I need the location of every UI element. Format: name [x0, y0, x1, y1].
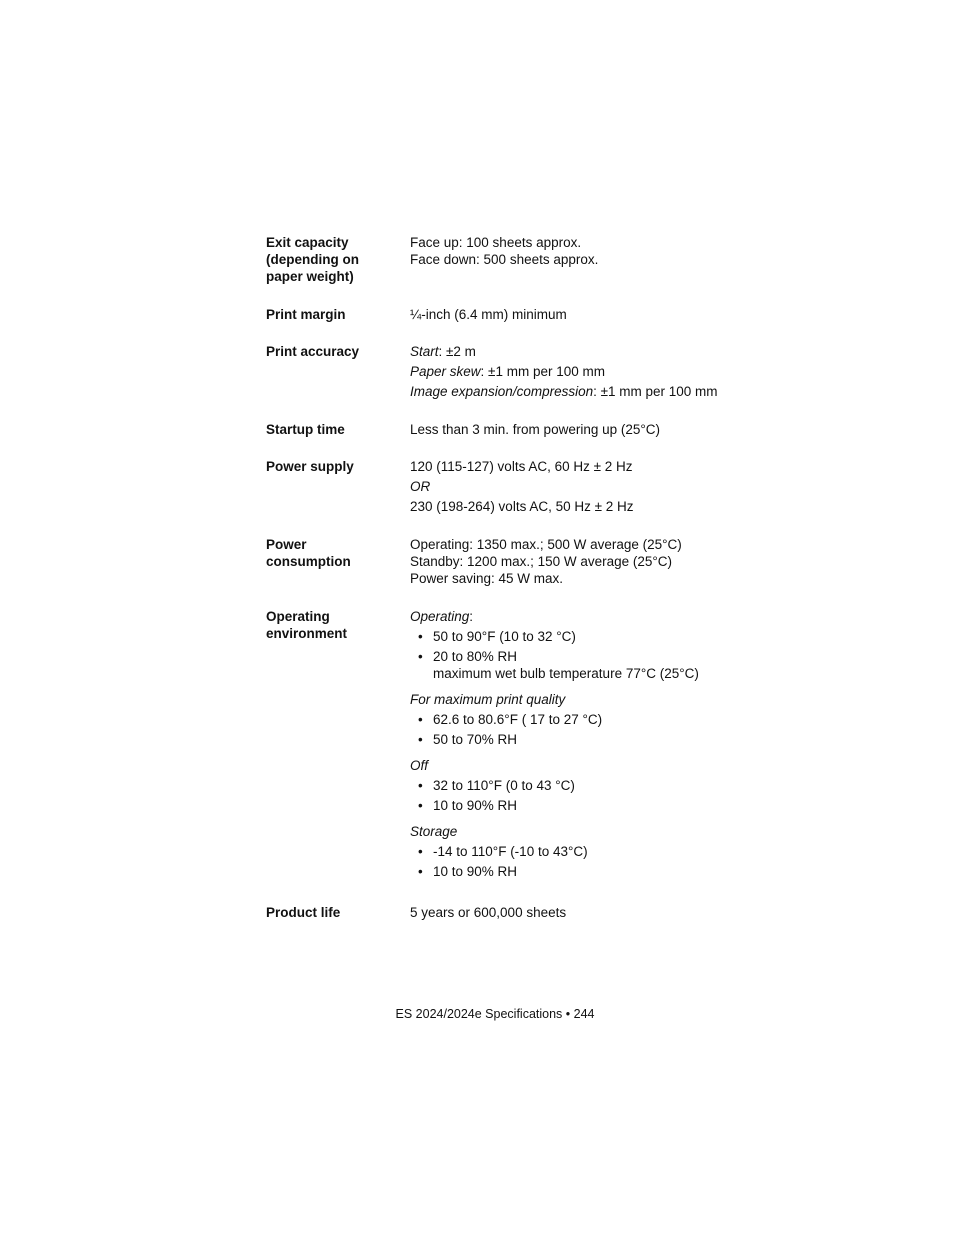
list-item: • 62.6 to 80.6°F ( 17 to 27 °C)	[410, 711, 770, 728]
spec-value	[410, 234, 770, 268]
subheading-text: Operating	[410, 609, 470, 624]
value-line: OR	[410, 479, 431, 494]
value-line: Power saving: 45 W max.	[410, 571, 564, 586]
spec-label: Power supply	[266, 459, 354, 474]
subheading-colon: :	[469, 609, 474, 624]
value-line: Standby: 1200 max.; 150 W average (25°C)	[410, 554, 673, 569]
label-line: environment	[266, 626, 348, 641]
subheading-operating	[410, 608, 770, 625]
accuracy-item	[410, 383, 770, 400]
label-line: consumption	[266, 554, 351, 569]
spec-label	[266, 536, 401, 570]
spec-value: ¼-inch (6.4 mm) minimum	[410, 307, 567, 322]
label-line: (depending on	[266, 252, 359, 267]
spec-value	[410, 608, 770, 880]
accuracy-term: Image expansion/compression	[410, 384, 594, 399]
label-line: paper weight)	[266, 269, 354, 284]
value-line: Face down: 500 sheets approx.	[410, 252, 599, 267]
list-item: • 20 to 80% RH	[410, 648, 770, 665]
spec-value	[410, 536, 770, 587]
spec-value	[410, 458, 770, 515]
spec-value	[410, 343, 770, 400]
label-line: Operating	[266, 609, 330, 624]
list-item: • 10 to 90% RH	[410, 797, 770, 814]
value-line: 120 (115-127) volts AC, 60 Hz ± 2 Hz	[410, 459, 633, 474]
list-item: • -14 to 110°F (-10 to 43°C)	[410, 843, 770, 860]
spec-label: Print accuracy	[266, 344, 360, 359]
subheading-off: Off	[410, 758, 429, 773]
list-item: • 32 to 110°F (0 to 43 °C)	[410, 777, 770, 794]
accuracy-term: Start	[410, 344, 439, 359]
value-line: 230 (198-264) volts AC, 50 Hz ± 2 Hz	[410, 499, 634, 514]
list-item: • 10 to 90% RH	[410, 863, 770, 880]
accuracy-value: : ±1 mm per 100 mm	[480, 364, 605, 379]
subheading-print-quality: For maximum print quality	[410, 692, 566, 707]
subheading-storage: Storage	[410, 824, 458, 839]
accuracy-value: : ±2 m	[438, 344, 476, 359]
list-item-note: maximum wet bulb temperature 77°C (25°C)	[433, 666, 699, 681]
spec-label: Startup time	[266, 422, 345, 437]
spec-value: 5 years or 600,000 sheets	[410, 905, 567, 920]
spec-label: Print margin	[266, 307, 346, 322]
label-line: Exit capacity	[266, 235, 349, 250]
list-item: • 50 to 70% RH	[410, 731, 770, 748]
spec-label	[266, 608, 401, 642]
page-footer: ES 2024/2024e Specifications • 244	[395, 1007, 595, 1021]
accuracy-term: Paper skew	[410, 364, 481, 379]
list-item: • 50 to 90°F (10 to 32 °C)	[410, 628, 770, 645]
spec-label	[266, 234, 401, 285]
accuracy-value: : ±1 mm per 100 mm	[593, 384, 718, 399]
spec-label: Product life	[266, 905, 341, 920]
value-line: Face up: 100 sheets approx.	[410, 235, 582, 250]
spec-value: Less than 3 min. from powering up (25°C)	[410, 422, 661, 437]
value-line: Operating: 1350 max.; 500 W average (25°C)	[410, 537, 682, 552]
accuracy-item	[410, 343, 770, 360]
accuracy-item	[410, 363, 770, 380]
label-line: Power	[266, 537, 307, 552]
